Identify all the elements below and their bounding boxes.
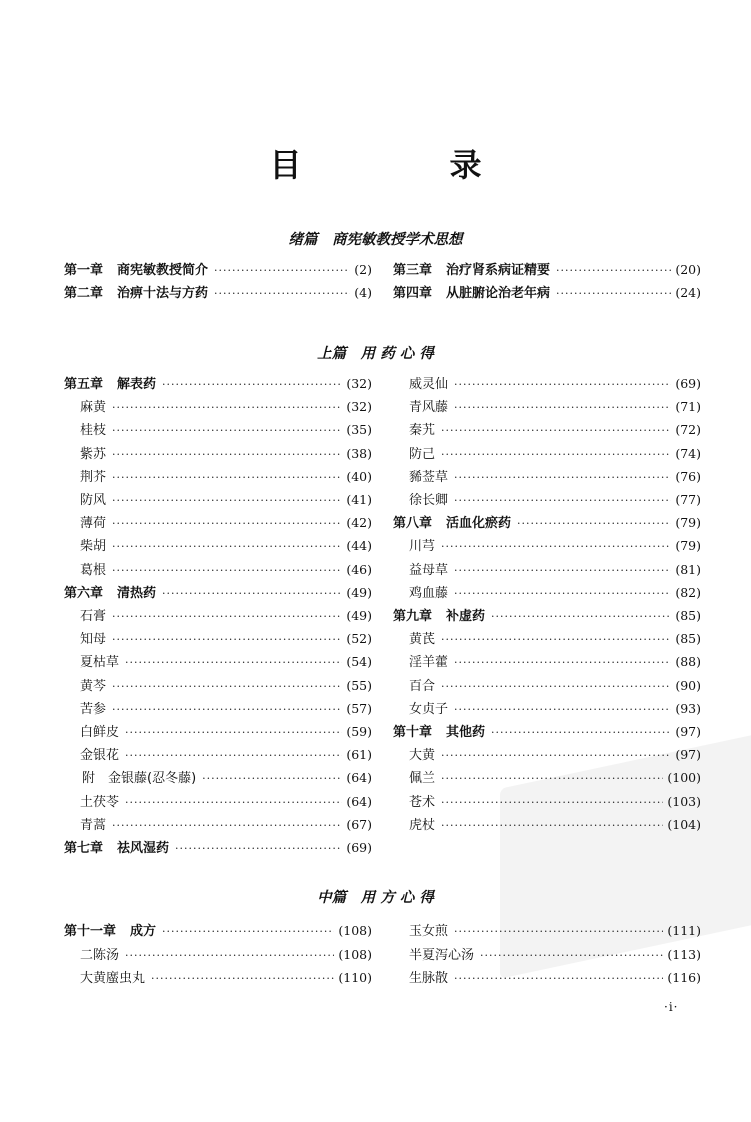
- page-ref: (88): [675, 654, 701, 670]
- dot-leader: [112, 606, 342, 628]
- dot-leader: [480, 945, 663, 967]
- dot-leader: [125, 652, 342, 674]
- dot-leader: [214, 283, 350, 305]
- toc-entry[interactable]: [393, 535, 701, 557]
- dot-leader: [441, 444, 671, 466]
- entry-label: 附 金银藤(忍冬藤): [82, 771, 197, 787]
- toc-entry[interactable]: [64, 791, 372, 813]
- entry-label: 土茯苓: [80, 794, 120, 810]
- dot-leader: [454, 968, 663, 990]
- entry-label: 黄芪: [409, 632, 436, 648]
- entry-label: 女贞子: [409, 701, 449, 717]
- chapter-label: 祛风湿药: [117, 841, 170, 856]
- toc-entry[interactable]: [64, 944, 372, 966]
- dot-leader: [202, 768, 342, 790]
- chapter-title: [393, 260, 550, 282]
- entry-label: 金银花: [80, 748, 120, 764]
- page-ref: (108): [338, 946, 372, 962]
- toc-entry[interactable]: [64, 721, 372, 743]
- dot-leader: [112, 699, 342, 721]
- dot-leader: [454, 699, 671, 721]
- dot-leader: [112, 444, 342, 466]
- dot-leader: [441, 676, 671, 698]
- toc-chapter-entry[interactable]: [393, 605, 701, 627]
- toc-entry[interactable]: [64, 698, 372, 720]
- page-ref: (85): [675, 608, 701, 623]
- entry-label: 白鲜皮: [80, 725, 120, 740]
- toc-entry[interactable]: [64, 967, 372, 989]
- dot-leader: [491, 722, 671, 744]
- chapter-title: [64, 838, 169, 860]
- toc-chapter-entry[interactable]: [393, 282, 701, 304]
- dot-leader: [491, 606, 671, 628]
- chapter-label: 成方: [130, 924, 157, 939]
- entry-label: 徐长卿: [409, 493, 449, 508]
- page-ref: (93): [675, 700, 701, 716]
- page-ref: (52): [346, 631, 372, 647]
- dot-leader: [151, 968, 334, 990]
- page-title: 目 录: [269, 146, 540, 184]
- dot-leader: [454, 921, 663, 943]
- entry-label: 苦参: [80, 701, 107, 717]
- page-ref: (77): [675, 492, 701, 507]
- entry-label: 川芎: [409, 539, 436, 555]
- toc-entry[interactable]: [64, 466, 372, 488]
- page-ref: (2): [354, 262, 372, 277]
- entry-label: 苍术: [409, 794, 436, 810]
- dot-leader: [125, 945, 334, 967]
- chapter-label: 治痹十法与方药: [117, 286, 209, 301]
- dot-leader: [214, 260, 350, 282]
- toc-chapter-entry[interactable]: [64, 920, 372, 942]
- toc-entry[interactable]: [393, 698, 701, 720]
- toc-entry[interactable]: [393, 651, 701, 673]
- toc-entry[interactable]: [393, 967, 701, 989]
- dot-leader: [112, 560, 342, 582]
- dot-leader: [112, 536, 342, 558]
- page-ref: (64): [346, 793, 372, 809]
- chapter-number: 第九章: [393, 609, 433, 624]
- page-ref: (61): [346, 747, 372, 763]
- toc-entry[interactable]: [393, 767, 701, 789]
- dot-leader: [162, 583, 342, 605]
- entry-label: 防己: [409, 446, 436, 462]
- page-ref: (74): [675, 445, 701, 461]
- entry-label: 柴胡: [80, 539, 107, 555]
- entry-label: 大黄䗪虫丸: [80, 971, 146, 986]
- entry-label: 佩兰: [409, 771, 436, 787]
- dot-leader: [162, 921, 334, 943]
- entry-label: 玉女煎: [409, 924, 449, 939]
- page-ref: (108): [338, 923, 372, 938]
- dot-leader: [112, 629, 342, 651]
- page-ref: (72): [675, 422, 701, 438]
- chapter-label: 解表药: [117, 377, 157, 392]
- page-ref: (90): [675, 677, 701, 693]
- toc-entry[interactable]: [64, 396, 372, 418]
- dot-leader: [454, 652, 671, 674]
- dot-leader: [441, 768, 663, 790]
- page-ref: (100): [667, 770, 701, 786]
- page-ref: (38): [346, 445, 372, 461]
- section-heading: 上篇 用 药 心 得: [317, 345, 434, 362]
- entry-label: 知母: [80, 632, 107, 648]
- chapter-number: 第二章: [64, 286, 104, 301]
- dot-leader: [454, 490, 671, 512]
- page-ref: (42): [346, 515, 372, 531]
- toc-entry[interactable]: [64, 443, 372, 465]
- entry-label: 桂枝: [80, 423, 107, 439]
- toc-entry[interactable]: [393, 443, 701, 465]
- entry-label: 黄芩: [80, 678, 107, 694]
- page-number: ·i·: [664, 1000, 679, 1014]
- entry-label: 防风: [80, 493, 107, 508]
- toc-entry[interactable]: [64, 535, 372, 557]
- entry-label: 石膏: [80, 609, 107, 624]
- chapter-label: 其他药: [446, 725, 486, 740]
- toc-entry[interactable]: [64, 489, 372, 511]
- toc-entry[interactable]: [64, 744, 372, 766]
- dot-leader: [454, 374, 671, 396]
- dot-leader: [441, 815, 663, 837]
- dot-leader: [125, 745, 342, 767]
- entry-label: 秦艽: [409, 423, 436, 439]
- dot-leader: [441, 792, 663, 814]
- page-ref: (69): [346, 840, 372, 855]
- chapter-title: [64, 921, 156, 943]
- page-ref: (44): [346, 538, 372, 554]
- toc-chapter-entry[interactable]: [393, 259, 701, 281]
- entry-label: 二陈汤: [80, 947, 120, 963]
- entry-label: 虎杖: [409, 817, 436, 833]
- toc-chapter-entry[interactable]: [64, 837, 372, 859]
- entry-label: 青蒿: [80, 817, 107, 833]
- toc-entry[interactable]: [64, 675, 372, 697]
- dot-leader: [112, 676, 342, 698]
- chapter-number: 第一章: [64, 263, 104, 278]
- page-ref: (24): [675, 285, 701, 300]
- chapter-label: 活血化瘀药: [446, 516, 512, 532]
- chapter-label: 补虚药: [446, 609, 486, 624]
- entry-label: 豨莶草: [409, 469, 449, 485]
- toc-chapter-entry[interactable]: [64, 582, 372, 604]
- toc-entry[interactable]: [393, 791, 701, 813]
- page-ref: (97): [675, 747, 701, 763]
- dot-leader: [112, 490, 342, 512]
- page-ref: (57): [346, 700, 372, 716]
- page-ref: (54): [346, 654, 372, 670]
- entry-label: 益母草: [409, 562, 449, 578]
- toc-entry[interactable]: [393, 920, 701, 942]
- dot-leader: [112, 397, 342, 419]
- dot-leader: [125, 792, 342, 814]
- page-ref: (110): [338, 970, 372, 985]
- toc-chapter-entry[interactable]: [393, 512, 701, 534]
- dot-leader: [454, 583, 671, 605]
- toc-entry[interactable]: [393, 419, 701, 441]
- toc-entry[interactable]: [393, 744, 701, 766]
- toc-chapter-entry[interactable]: [64, 373, 372, 395]
- toc-entry[interactable]: [64, 767, 372, 789]
- chapter-title: [64, 283, 208, 305]
- page-ref: (103): [667, 793, 701, 809]
- chapter-number: 第八章: [393, 516, 433, 532]
- toc-entry[interactable]: [64, 651, 372, 673]
- entry-label: 淫羊藿: [409, 655, 449, 671]
- entry-label: 生脉散: [409, 971, 449, 986]
- toc-chapter-entry[interactable]: [64, 259, 372, 281]
- dot-leader: [556, 260, 671, 282]
- chapter-label: 清热药: [117, 585, 157, 601]
- page-ref: (49): [346, 608, 372, 623]
- entry-label: 百合: [409, 678, 436, 694]
- page-ref: (97): [675, 724, 701, 739]
- page-ref: (69): [675, 376, 701, 391]
- page-ref: (35): [346, 422, 372, 438]
- dot-leader: [454, 560, 671, 582]
- dot-leader: [162, 374, 342, 396]
- chapter-number: 第四章: [393, 286, 433, 301]
- toc-entry[interactable]: [393, 944, 701, 966]
- page-ref: (64): [346, 770, 372, 786]
- section-heading: 绪篇 商宪敏教授学术思想: [288, 231, 463, 248]
- toc-entry[interactable]: [64, 559, 372, 581]
- entry-label: 大黄: [409, 748, 436, 764]
- toc-entry[interactable]: [393, 582, 701, 604]
- page-ref: (79): [675, 515, 701, 531]
- dot-leader: [125, 722, 342, 744]
- page-ref: (49): [346, 584, 372, 600]
- page-ref: (4): [354, 285, 372, 300]
- entry-label: 威灵仙: [409, 377, 449, 392]
- toc-entry[interactable]: [393, 489, 701, 511]
- chapter-number: 第三章: [393, 263, 433, 278]
- chapter-number: 第五章: [64, 377, 104, 392]
- entry-label: 半夏泻心汤: [409, 947, 475, 963]
- dot-leader: [441, 536, 671, 558]
- page-ref: (76): [675, 468, 701, 484]
- toc-chapter-entry[interactable]: [64, 282, 372, 304]
- toc-entry[interactable]: [393, 466, 701, 488]
- page-ref: (32): [346, 376, 372, 391]
- chapter-title: [64, 260, 208, 282]
- toc-entry[interactable]: [64, 419, 372, 441]
- dot-leader: [441, 420, 671, 442]
- dot-leader: [112, 467, 342, 489]
- dot-leader: [112, 513, 342, 535]
- dot-leader: [454, 467, 671, 489]
- page-ref: (113): [667, 946, 701, 962]
- toc-entry[interactable]: [393, 559, 701, 581]
- page-ref: (111): [667, 923, 701, 938]
- dot-leader: [441, 629, 671, 651]
- chapter-label: 治疗肾系病证精要: [446, 263, 551, 278]
- dot-leader: [175, 838, 342, 860]
- toc-entry[interactable]: [393, 373, 701, 395]
- page-ref: (67): [346, 816, 372, 832]
- page-ref: (59): [346, 724, 372, 739]
- page-ref: (41): [346, 492, 372, 507]
- chapter-label: 从脏腑论治老年病: [446, 286, 551, 301]
- page-ref: (81): [675, 561, 701, 577]
- page-ref: (116): [667, 970, 701, 985]
- toc-entry[interactable]: [393, 396, 701, 418]
- entry-label: 荆芥: [80, 469, 107, 485]
- page-ref: (104): [667, 816, 701, 832]
- page-ref: (32): [346, 399, 372, 415]
- toc-entry[interactable]: [64, 628, 372, 650]
- chapter-title: [393, 283, 550, 305]
- toc-entry[interactable]: [64, 605, 372, 627]
- dot-leader: [441, 745, 671, 767]
- chapter-title: [64, 583, 156, 605]
- chapter-title: [393, 722, 485, 744]
- dot-leader: [454, 397, 671, 419]
- entry-label: 紫苏: [80, 446, 107, 462]
- entry-label: 青风藤: [409, 400, 449, 416]
- entry-label: 鸡血藤: [409, 585, 449, 601]
- entry-label: 葛根: [80, 562, 107, 578]
- page-ref: (55): [346, 677, 372, 693]
- entry-label: 薄荷: [80, 516, 107, 532]
- page-ref: (71): [675, 399, 701, 415]
- chapter-title: [393, 513, 511, 535]
- chapter-title: [393, 606, 485, 628]
- toc-entry[interactable]: [64, 814, 372, 836]
- chapter-number: 第十一章: [64, 924, 117, 939]
- toc-entry[interactable]: [393, 814, 701, 836]
- page-ref: (79): [675, 538, 701, 554]
- page-ref: (20): [675, 262, 701, 277]
- page-ref: (82): [675, 584, 701, 600]
- toc-chapter-entry[interactable]: [393, 721, 701, 743]
- chapter-label: 商宪敏教授简介: [117, 263, 209, 278]
- dot-leader: [112, 815, 342, 837]
- toc-entry[interactable]: [393, 675, 701, 697]
- toc-entry[interactable]: [393, 628, 701, 650]
- section-heading: 中篇 用 方 心 得: [317, 889, 434, 906]
- entry-label: 夏枯草: [80, 655, 120, 671]
- page-ref: (46): [346, 561, 372, 577]
- chapter-number: 第六章: [64, 585, 104, 601]
- toc-entry[interactable]: [64, 512, 372, 534]
- dot-leader: [112, 420, 342, 442]
- chapter-number: 第七章: [64, 841, 104, 856]
- dot-leader: [556, 283, 671, 305]
- chapter-title: [64, 374, 156, 396]
- page-ref: (40): [346, 468, 372, 484]
- page-ref: (85): [675, 631, 701, 647]
- dot-leader: [517, 513, 671, 535]
- chapter-number: 第十章: [393, 725, 433, 740]
- entry-label: 麻黄: [80, 400, 107, 416]
